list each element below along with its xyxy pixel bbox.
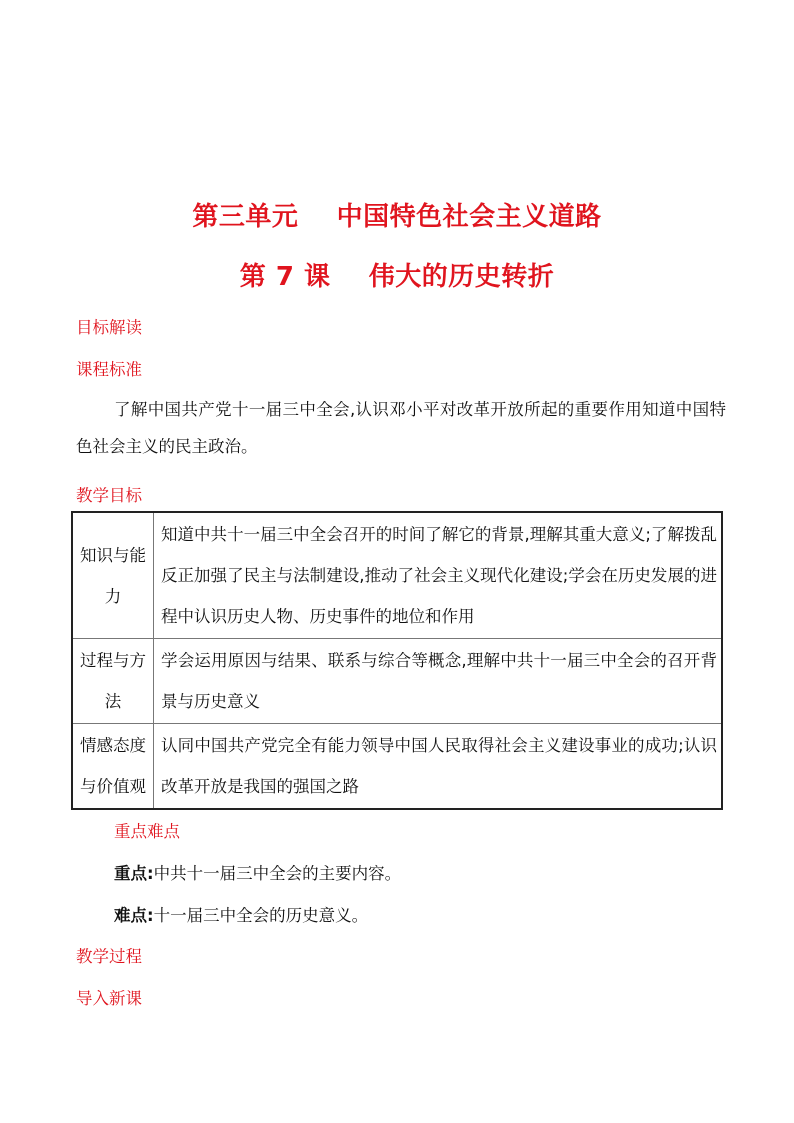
goal-label: 情感态度与价值观 — [72, 724, 154, 810]
goal-label: 过程与方法 — [72, 639, 154, 724]
section-key-difficult: 重点难点 — [114, 822, 180, 841]
section-goal-reading: 目标解读 — [76, 318, 142, 337]
goal-label: 知识与能力 — [72, 512, 154, 639]
section-introduction: 导入新课 — [76, 989, 142, 1008]
table-row — [72, 639, 722, 724]
key-point — [114, 860, 401, 884]
table-row — [72, 724, 722, 810]
section-teaching-process: 教学过程 — [76, 947, 142, 966]
unit-title: 第三单元 中国特色社会主义道路 — [192, 202, 602, 232]
difficult-point-label: 难点: — [114, 906, 154, 925]
key-point-text: 中共十一届三中全会的主要内容。 — [153, 864, 402, 883]
goal-content: 认同中国共产党完全有能力领导中国人民取得社会主义建设事业的成功;认识改革开放是我国的强国之路 — [154, 724, 723, 810]
lesson-title: 第 7 课 伟大的历史转折 — [239, 262, 555, 292]
key-point-label: 重点: — [114, 864, 154, 883]
goal-content: 知道中共十一届三中全会召开的时间了解它的背景,理解其重大意义;了解拨乱反正加强了民主与法制建设,推动了社会主义现代化建设;学会在历史发展的进程中认识历史人物、历史事件的地位和作用 — [154, 512, 723, 639]
curriculum-text: 了解中国共产党十一届三中全会,认识邓小平对改革开放所起的重要作用知道中国特色社会主义的民主政治。 — [76, 400, 726, 456]
teaching-goals-table — [71, 511, 723, 810]
section-curriculum-standard: 课程标准 — [76, 360, 142, 379]
difficult-point — [114, 902, 368, 926]
section-teaching-goals: 教学目标 — [76, 486, 142, 505]
difficult-point-text: 十一届三中全会的历史意义。 — [153, 906, 369, 925]
goal-content: 学会运用原因与结果、联系与综合等概念,理解中共十一届三中全会的召开背景与历史意义 — [154, 639, 723, 724]
table-row — [72, 512, 722, 639]
